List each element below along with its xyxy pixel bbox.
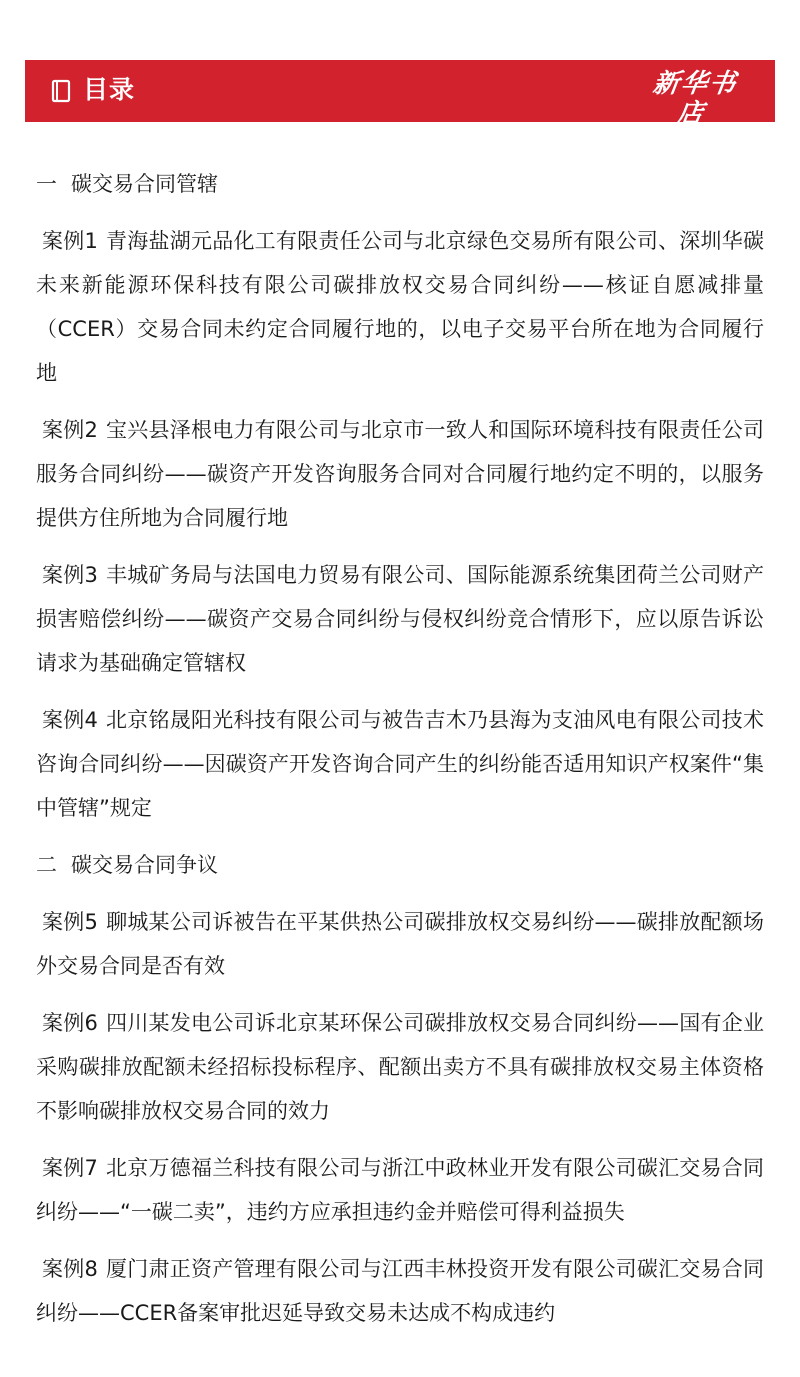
case-number: 案例5 (42, 910, 98, 934)
section-heading[interactable] (36, 843, 764, 887)
case-title: 宝兴县泽根电力有限公司与北京市一致人和国际环境科技有限责任公司服务合同纠纷——碳资产开发咨询服务合同对合同履行地约定不明的，以服务提供方住所地为合同履行地 (36, 418, 764, 530)
case-title: 聊城某公司诉被告在平某供热公司碳排放权交易纠纷——碳排放配额场外交易合同是否有效 (36, 910, 764, 978)
toc-entry[interactable] (36, 553, 764, 685)
case-title: 四川某发电公司诉北京某环保公司碳排放权交易合同纠纷——国有企业采购碳排放配额未经招标投标程序、配额出卖方不具有碳排放权交易主体资格不影响碳排放权交易合同的效力 (36, 1011, 764, 1123)
toc-header-bar (25, 60, 775, 138)
section-title: 碳交易合同管辖 (71, 172, 218, 196)
toc-entry[interactable] (36, 1247, 764, 1335)
toc-title: 目录 (83, 75, 136, 104)
case-title: 丰城矿务局与法国电力贸易有限公司、国际能源系统集团荷兰公司财产损害赔偿纠纷——碳资产交易合同纠纷与侵权纠纷竞合情形下，应以原告诉讼请求为基础确定管辖权 (36, 563, 764, 675)
section-title: 碳交易合同争议 (71, 853, 218, 877)
section-heading[interactable] (36, 162, 764, 206)
brand-script: 新华书店 (650, 69, 740, 129)
section-number: 一 (36, 172, 57, 196)
toc-list (36, 162, 764, 1348)
case-number: 案例1 (42, 229, 98, 253)
case-title: 青海盐湖元品化工有限责任公司与北京绿色交易所有限公司、深圳华碳未来新能源环保科技有限公司碳排放权交易合同纠纷——核证自愿减排量（CCER）交易合同未约定合同履行地的，以电子交易平台所在地为合同履行地 (36, 229, 764, 385)
case-number: 案例3 (42, 563, 98, 587)
toc-entry[interactable] (36, 219, 764, 395)
brand-subtitle: XINHUA BOOKSTORE (648, 130, 738, 138)
case-title: 北京万德福兰科技有限公司与浙江中政林业开发有限公司碳汇交易合同纠纷——“一碳二卖”，违约方应承担违约金并赔偿可得利益损失 (36, 1156, 764, 1224)
case-number: 案例7 (42, 1156, 98, 1180)
toc-entry[interactable] (36, 900, 764, 988)
toc-entry[interactable] (36, 408, 764, 540)
case-number: 案例8 (42, 1257, 98, 1281)
case-title: 北京铭晟阳光科技有限公司与被告吉木乃县海为支油风电有限公司技术咨询合同纠纷——因碳资产开发咨询合同产生的纠纷能否适用知识产权案件“集中管辖”规定 (36, 708, 764, 820)
case-number: 案例2 (42, 418, 98, 442)
case-number: 案例4 (42, 708, 98, 732)
section-number: 二 (36, 853, 57, 877)
case-number: 案例6 (42, 1011, 98, 1035)
book-icon (51, 79, 71, 103)
toc-entry[interactable] (36, 698, 764, 830)
case-title: 厦门肃正资产管理有限公司与江西丰林投资开发有限公司碳汇交易合同纠纷——CCER备案审批迟延导致交易未达成不构成违约 (36, 1257, 764, 1325)
toc-entry[interactable] (36, 1001, 764, 1133)
xinhua-bookstore-logo (641, 69, 745, 138)
toc-entry[interactable] (36, 1146, 764, 1234)
